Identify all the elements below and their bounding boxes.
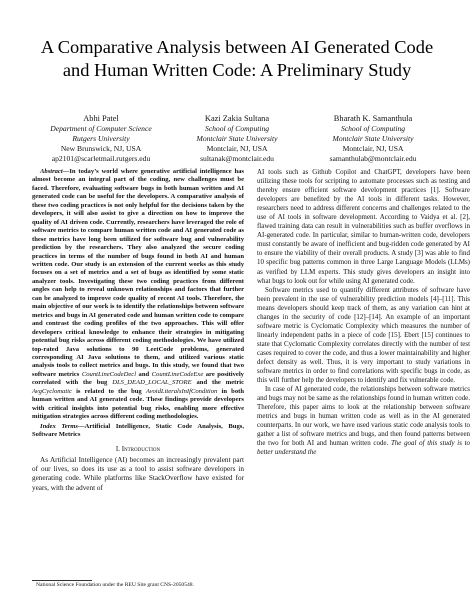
metric-name: CountLineCodeDecl — [81, 370, 137, 378]
section-heading: I. Introduction — [115, 444, 161, 453]
author-email: samanthulab@montclair.edu — [329, 154, 417, 163]
abstract — [32, 168, 244, 422]
author-email: ap2101@scarletmail.rutgers.edu — [51, 154, 151, 163]
body-paragraph — [257, 385, 470, 457]
author-2 — [176, 113, 298, 164]
body-paragraph: AI tools such as Github Copilot and ChatGPT, developers have been utilizing these tools for scripting to automate processes such as testing and thereby ensure efficient software development practices [1]. Software developers are benefited by the AI tools in different tasks. However, researchers need to address different concerns and challenges related to the use of AI tools in software development. According to Vaidya et al. [2], flawed training data can result in vulnerabilities such as buffer overflows in AI-generated code. In particular, similar to human-written code, developers must constantly be aware of inefficient and bug-ridden code generated by AI to ensure the viability of their overall products. A study [3] was able to find 10 specific bug patterns common in three Large Language Models (LLMs) as verified by LLM experts. This study gives developers an insight into what bugs to look out for while using AI generated code. — [257, 168, 470, 285]
abstract-text: —In today’s world where generative artificial intelligence has almost become an integral part of the coding, new challenges must be faced. Therefore, evaluating software bugs in both human written and AI generated code can be useful for the developers. A comparative analysis of these two coding practices is not only helpful for the decisions taken by the developers, it will also assist to give a direction on how to improve the quality of AI driven code. Currently, researchers have leveraged the role of software metrics to compare human written code and AI generated code as these metrics have long been utilized for software bug and vulnerability prediction by the researchers. They also analyzed the secure coding practices in terms of the number of bugs found in both AI and human written code. Our study is an extension of the current works as this study focuses on a set of metrics and a set of bugs as identified by some static analyzer tools. Investigating these two coding practices from different angles can help to reveal unknown relationships and factors that further can be analyzed to improve code quality of recent AI tools. Therefore, the main objective of our work is to identify the relationships between software metrics and bugs in AI generated code and human written code to compare and contrast the coding profiles of the two approaches. This will offer developers critical knowledge to enhance their strategies in mitigating potential bug risks across different coding methodologies. We have utilized top-rated Java solutions to 90 LeetCode problems, generated corresponding AI Java solutions to them, and utilized various static analysis tools to collect metrics and bugs. In this study, we found that two software metrics — [32, 168, 244, 378]
footnote: National Science Foundation under the REU Site grant CNS-2050548. — [36, 582, 194, 588]
author-location: Montclair, NJ, USA — [342, 144, 404, 153]
body-paragraph: As Artificial Intelligence (AI) becomes an increasingly prevalent part of our lives, so does its use as a tool to assist software developers in generating code. While platforms like StackOverflow have existed for years, with the advent of — [32, 455, 244, 492]
body-text: In case of AI generated code, the relationships between software metrics and bugs may not be same as the relationships found in human written code. Therefore, this paper aims to look at the relationship between software metrics and bugs in human written code as well as in the AI generated counterparts. In our work, we have used various static code analysis tools to gather a list of software metrics and bugs, and then found patterns between the two for both AI and human written code. — [257, 385, 470, 448]
abstract-label: Abstract — [40, 168, 63, 175]
author-name: Kazi Zakia Sultana — [204, 114, 270, 123]
goal-statement: The goal of this study is to better understand the — [257, 439, 470, 457]
index-terms — [32, 423, 244, 440]
author-department: Department of Computer Science — [50, 124, 152, 133]
author-1 — [40, 113, 162, 164]
author-3 — [312, 113, 434, 164]
author-block — [40, 113, 434, 164]
metric-name: AvgCyclomatic — [32, 387, 72, 395]
bug-name: AvoidLiteralsInIfCondition — [145, 387, 218, 395]
metric-name: CountLineCodeExe — [151, 370, 204, 378]
paper-title: A Comparative Analysis between AI Generated Code and Human Written Code: A Preliminary Study — [40, 37, 434, 80]
author-name: Bharath K. Samanthula — [333, 114, 413, 123]
author-department: School of Computing — [340, 124, 406, 133]
index-terms-text: —Artificial Intelligence, Static Code Analysis, Bugs, Software Metrics — [32, 422, 244, 439]
abstract-text: in both human written and AI generated code. These findings provide developers with critical insights into potential bug risks, enabling more effective mitigation strategies across different coding methodologies. — [32, 387, 245, 421]
author-name: Abhi Patel — [83, 114, 119, 123]
right-column — [257, 168, 470, 458]
bug-name: DLS_DEAD_LOCAL_STORE — [112, 379, 192, 387]
index-terms-label: Index Terms — [40, 422, 78, 430]
author-department: School of Computing — [204, 124, 270, 133]
author-location: New Brunswick, NJ, USA — [60, 144, 142, 153]
left-column — [32, 168, 244, 493]
abstract-text: and — [136, 370, 152, 378]
abstract-text: and the metric — [191, 379, 245, 387]
author-location: Montclair, NJ, USA — [206, 144, 268, 153]
footnote-rule — [32, 580, 92, 581]
abstract-text: are positively correlated with the bug — [32, 370, 244, 387]
abstract-text: is related to the bug — [71, 387, 146, 395]
author-organization: Rutgers University — [72, 134, 130, 143]
author-organization: Montclair State University — [332, 134, 414, 143]
author-organization: Montclair State University — [196, 134, 278, 143]
body-paragraph: Software metrics used to quantify different attributes of software have been prevalent in the use of vulnerability prediction models [4]–[11]. This means developers should keep track of them, as any variation can hint at changes in the security of code [12]–[14]. An example of an important software metric is Cyclomatic Complexity which measures the number of linearly independent paths in a piece of code [15]. Ebert [15] continues to state that Cyclomatic Complexity correlates directly with the number of test cases required to cover the code, and thus a lower maintainability and higher defect density as well. Thus, it is very important to study variations in software metrics in order to find correlations with specific bugs in code, as this will further help the developers to identify and fix vulnerable code. — [257, 285, 470, 385]
author-email: sultanak@montclair.edu — [200, 154, 274, 163]
